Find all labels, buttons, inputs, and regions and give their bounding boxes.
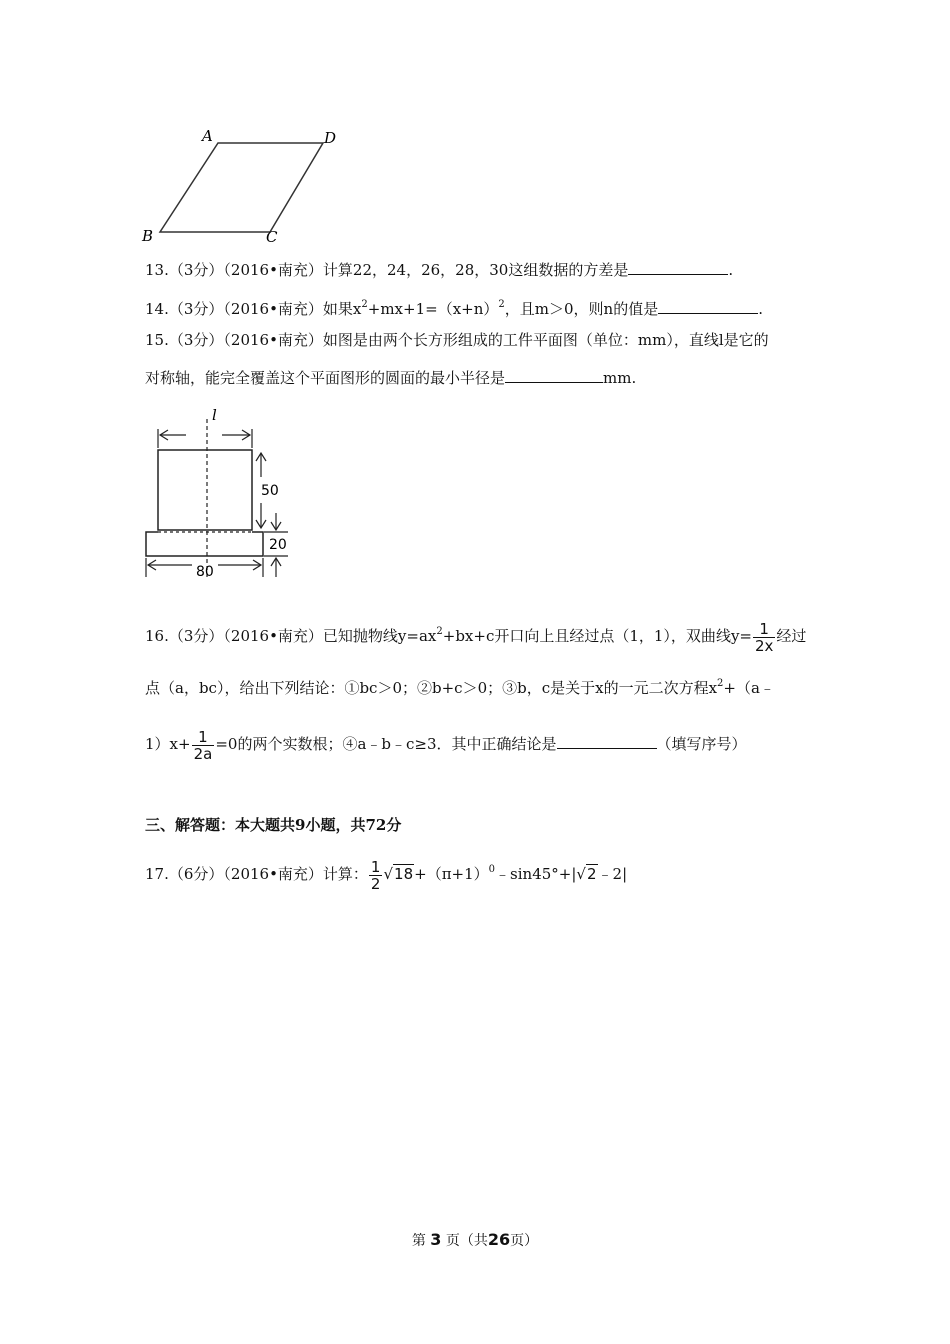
q14-text-3: ，且m＞0，则n的值是 xyxy=(504,300,659,318)
q16-l1-text-1: 16.（3分）（2016•南充）已知抛物线y=ax xyxy=(145,627,437,645)
q14-text-2: +mx+1=（x+n） xyxy=(367,300,499,318)
q16-answer-blank[interactable] xyxy=(557,734,657,749)
dim-80-label: 80 xyxy=(196,564,214,580)
q16-l1-text-2: +bx+c开口向上且经过点（1，1），双曲线y= xyxy=(442,627,752,645)
axis-label-l: l xyxy=(212,406,217,424)
dim-50-label: 50 xyxy=(261,483,279,499)
q16-fraction-1-over-2a xyxy=(192,729,215,762)
sqrt-symbol-2: √ xyxy=(576,865,586,883)
question-16-line-2 xyxy=(145,674,775,698)
q17-text-2: +（π+1） xyxy=(414,865,489,883)
label-A: A xyxy=(202,127,213,145)
q17-frac-num: 1 xyxy=(370,857,381,876)
footer-pre: 第 xyxy=(411,1233,426,1249)
q14-suffix: . xyxy=(758,300,763,318)
q13-text: 13.（3分）（2016•南充）计算22，24，26，28，30这组数据的方差是 xyxy=(145,261,629,279)
q13-answer-blank[interactable] xyxy=(628,260,728,275)
section-3-heading-text: 三、解答题：本大题共9小题，共72分 xyxy=(145,816,402,834)
q16-frac1-num: 1 xyxy=(753,621,775,638)
sqrt-symbol-1: √ xyxy=(383,865,394,883)
label-D: D xyxy=(324,129,337,147)
q16-l3-suffix: （填写序号） xyxy=(656,735,747,753)
question-16-line-3 xyxy=(145,726,747,762)
q16-l2-text-2: +（a﹣ xyxy=(723,679,775,697)
q13-suffix: . xyxy=(728,261,734,279)
parallelogram-figure xyxy=(138,125,348,250)
lower-rectangle xyxy=(146,532,263,556)
question-15-line-1 xyxy=(145,330,769,350)
q16-frac2-den: 2a xyxy=(193,744,213,763)
q14-answer-blank[interactable] xyxy=(658,299,758,314)
q16-frac2-num: 1 xyxy=(192,729,215,746)
q15-answer-blank[interactable] xyxy=(505,368,603,383)
q16-l1-sup: 2 xyxy=(436,626,443,637)
q16-l3-text-2: =0的两个实数根；④a﹣b﹣c≥3．其中正确结论是 xyxy=(215,735,557,753)
parallelogram-shape xyxy=(160,143,323,232)
q16-fraction-1-over-2x xyxy=(753,621,775,654)
label-B: B xyxy=(142,227,154,245)
q16-l2-text-1: 点（a，bc），给出下列结论：①bc＞0；②b+c＞0；③b，c是关于x的一元二次方程x xyxy=(145,679,718,697)
q17-text-3: ﹣sin45°+| xyxy=(495,865,577,883)
q17-frac-den: 2 xyxy=(370,874,381,893)
section-3-heading xyxy=(145,815,401,835)
q17-sup: 0 xyxy=(488,864,496,875)
q14-text-1: 14.（3分）（2016•南充）如果x xyxy=(145,300,362,318)
q16-l2-sup: 2 xyxy=(717,678,724,689)
q14-sup-2: 2 xyxy=(498,299,505,310)
workpiece-figure xyxy=(138,405,298,580)
label-C: C xyxy=(266,228,278,246)
upper-rectangle xyxy=(158,450,252,530)
footer-mid: 页（共 xyxy=(445,1233,488,1249)
question-13 xyxy=(145,260,733,280)
footer-page-number: 3 xyxy=(430,1230,442,1249)
page-footer xyxy=(0,1230,950,1250)
q17-sqrt-2: 2 xyxy=(586,865,597,883)
dim-20-label: 20 xyxy=(269,537,287,553)
q17-text-1: 17.（6分）（2016•南充）计算： xyxy=(145,865,368,883)
footer-post: 页） xyxy=(510,1233,539,1249)
q17-sqrt-18: 18 xyxy=(394,865,414,883)
q15-text-2: 对称轴，能完全覆盖这个平面图形的圆面的最小半径是 xyxy=(145,369,506,387)
q16-frac1-den: 2x xyxy=(754,636,774,655)
q15-suffix: mm. xyxy=(603,369,637,387)
q16-l3-text-1: 1）x+ xyxy=(145,735,191,753)
q16-l1-text-3: 经过 xyxy=(776,627,807,645)
question-16-line-1 xyxy=(145,614,806,654)
q17-text-4: ﹣2| xyxy=(597,865,628,883)
q14-sup-1: 2 xyxy=(361,299,368,310)
question-14 xyxy=(145,295,763,319)
footer-total-pages: 26 xyxy=(487,1230,511,1249)
question-15-line-2 xyxy=(145,368,636,388)
q15-text-1: 15.（3分）（2016•南充）如图是由两个长方形组成的工件平面图（单位：mm），直线l是它的 xyxy=(145,331,769,349)
question-17 xyxy=(145,852,627,892)
q17-fraction-half xyxy=(369,859,383,892)
